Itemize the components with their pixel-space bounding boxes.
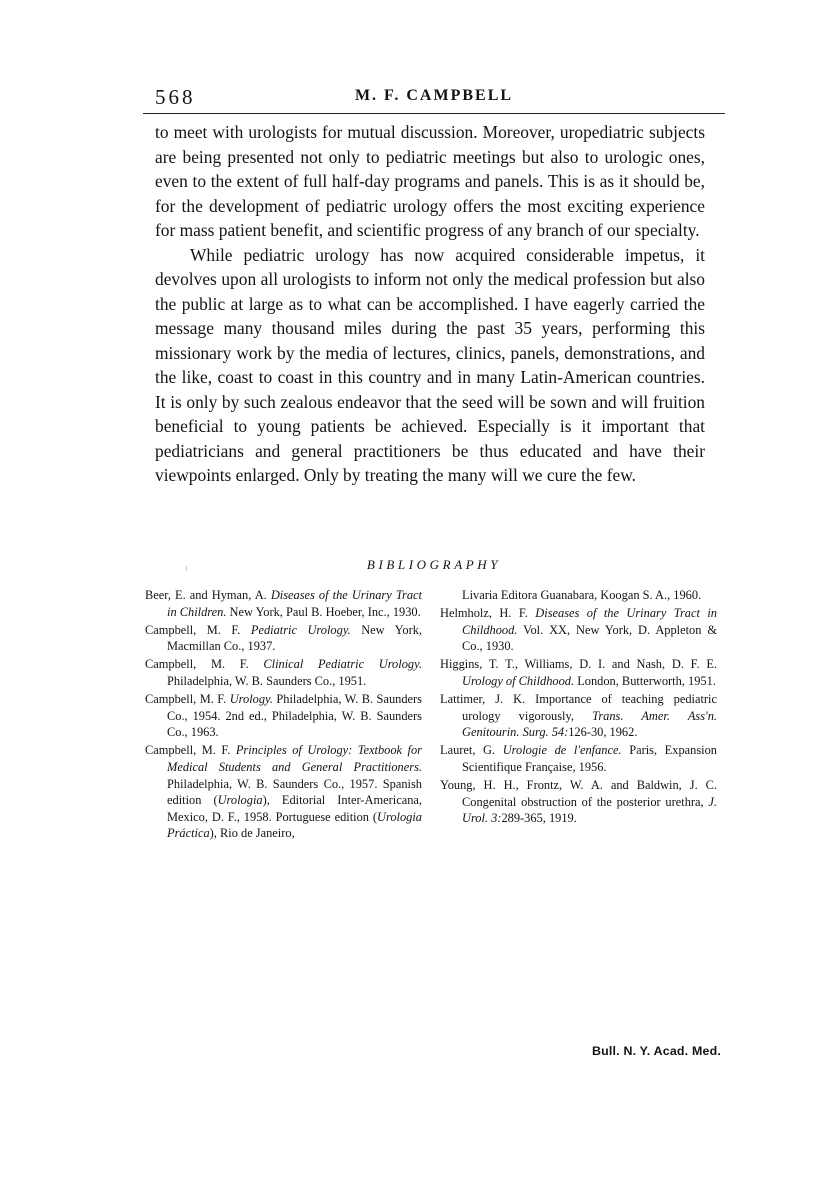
running-head-author: M. F. CAMPBELL: [354, 87, 514, 104]
bibliography-column-right: [440, 587, 717, 828]
journal-footer: Bull. N. Y. Acad. Med.: [591, 1044, 721, 1058]
page-number: 568: [155, 85, 196, 109]
body-paragraph-1: to meet with urologists for mutual discussion. Moreover, uropediatric subjects are being presented not only to pediatric meetings but also to urologic ones, even to the extent of full half-day programs and panels. This is as it should be, for the development of pediatric urology offers the most exciting experience for mass patient benefit, and scientific progress of any branch of our specialty.: [155, 122, 705, 240]
reference-campbell-1954: Campbell, M. F. Urology. Philadelphia, W. B. Saunders Co., 1954. 2nd ed., Philadelphia, W. B. Saunders Co., 1963.: [145, 692, 422, 740]
header-rule: [143, 113, 725, 114]
reference-campbell-1937: Campbell, M. F. Pediatric Urology. New York, Macmillan Co., 1937.: [145, 622, 422, 654]
reference-beer-hyman: Beer, E. and Hyman, A. Diseases of the Urinary Tract in Children. New York, Paul B. Hoeber, Inc., 1930.: [145, 588, 422, 619]
reference-campbell-1951: Campbell, M. F. Clinical Pediatric Urology. Philadelphia, W. B. Saunders Co., 1951.: [145, 657, 423, 688]
bibliography-column-left: [145, 587, 422, 843]
reference-helmholz: Helmholz, H. F. Diseases of the Urinary Tract in Childhood. Vol. XX, New York, D. Appleton & Co., 1930.: [440, 606, 718, 654]
body-text: [155, 120, 705, 488]
running-header: [143, 85, 725, 111]
reference-higgins: Higgins, T. T., Williams, D. I. and Nash, D. F. E. Urology of Childhood. London, Butterworth, 1951.: [440, 657, 717, 688]
reference-lattimer: Lattimer, J. K. Importance of teaching pediatric urology vigorously, Trans. Amer. Ass'n. Genitourin. Surg. 54:126-30, 1962.: [440, 692, 717, 740]
reference-campbell-1957: Campbell, M. F. Principles of Urology: Textbook for Medical Students and General Practitioners. Philadelphia, W. B. Saunders Co., 1957. Spanish edition (Urologia), Editorial Inter-Americana, Mexico, D. F., 1958. Portuguese edition (Urologia Práctica), Rio de Janeiro,: [145, 743, 422, 841]
body-paragraph-2: While pediatric urology has now acquired considerable impetus, it devolves upon all urologists to inform not only the medical profession but also the public at large as to what can be accomplished. I have eagerly carried the message many thousand miles during the past 35 years, performing this missionary work by the media of lectures, clinics, panels, demonstrations, and the like, coast to coast in this country and in many Latin-American countries. It is only by such zealous endeavor that the seed will be sown and will fruition beneficial to young patients be achieved. Especially is it important that pediatricians and general practitioners be thus educated and have their viewpoints enlarged. Only by treating the many will we cure the few.: [155, 244, 705, 485]
bibliography-title: BIBLIOGRAPHY: [366, 557, 502, 572]
reference-lauret: Lauret, G. Urologie de l'enfance. Paris, Expansion Scientifique Française, 1956.: [440, 743, 717, 774]
reference-campbell-1957-continued: Livaria Editora Guanabara, Koogan S. A., 1960.: [462, 588, 702, 602]
reference-young: Young, H. H., Frontz, W. A. and Baldwin, J. C. Congenital obstruction of the posterior urethra, J. Urol. 3:289-365, 1919.: [440, 778, 717, 826]
